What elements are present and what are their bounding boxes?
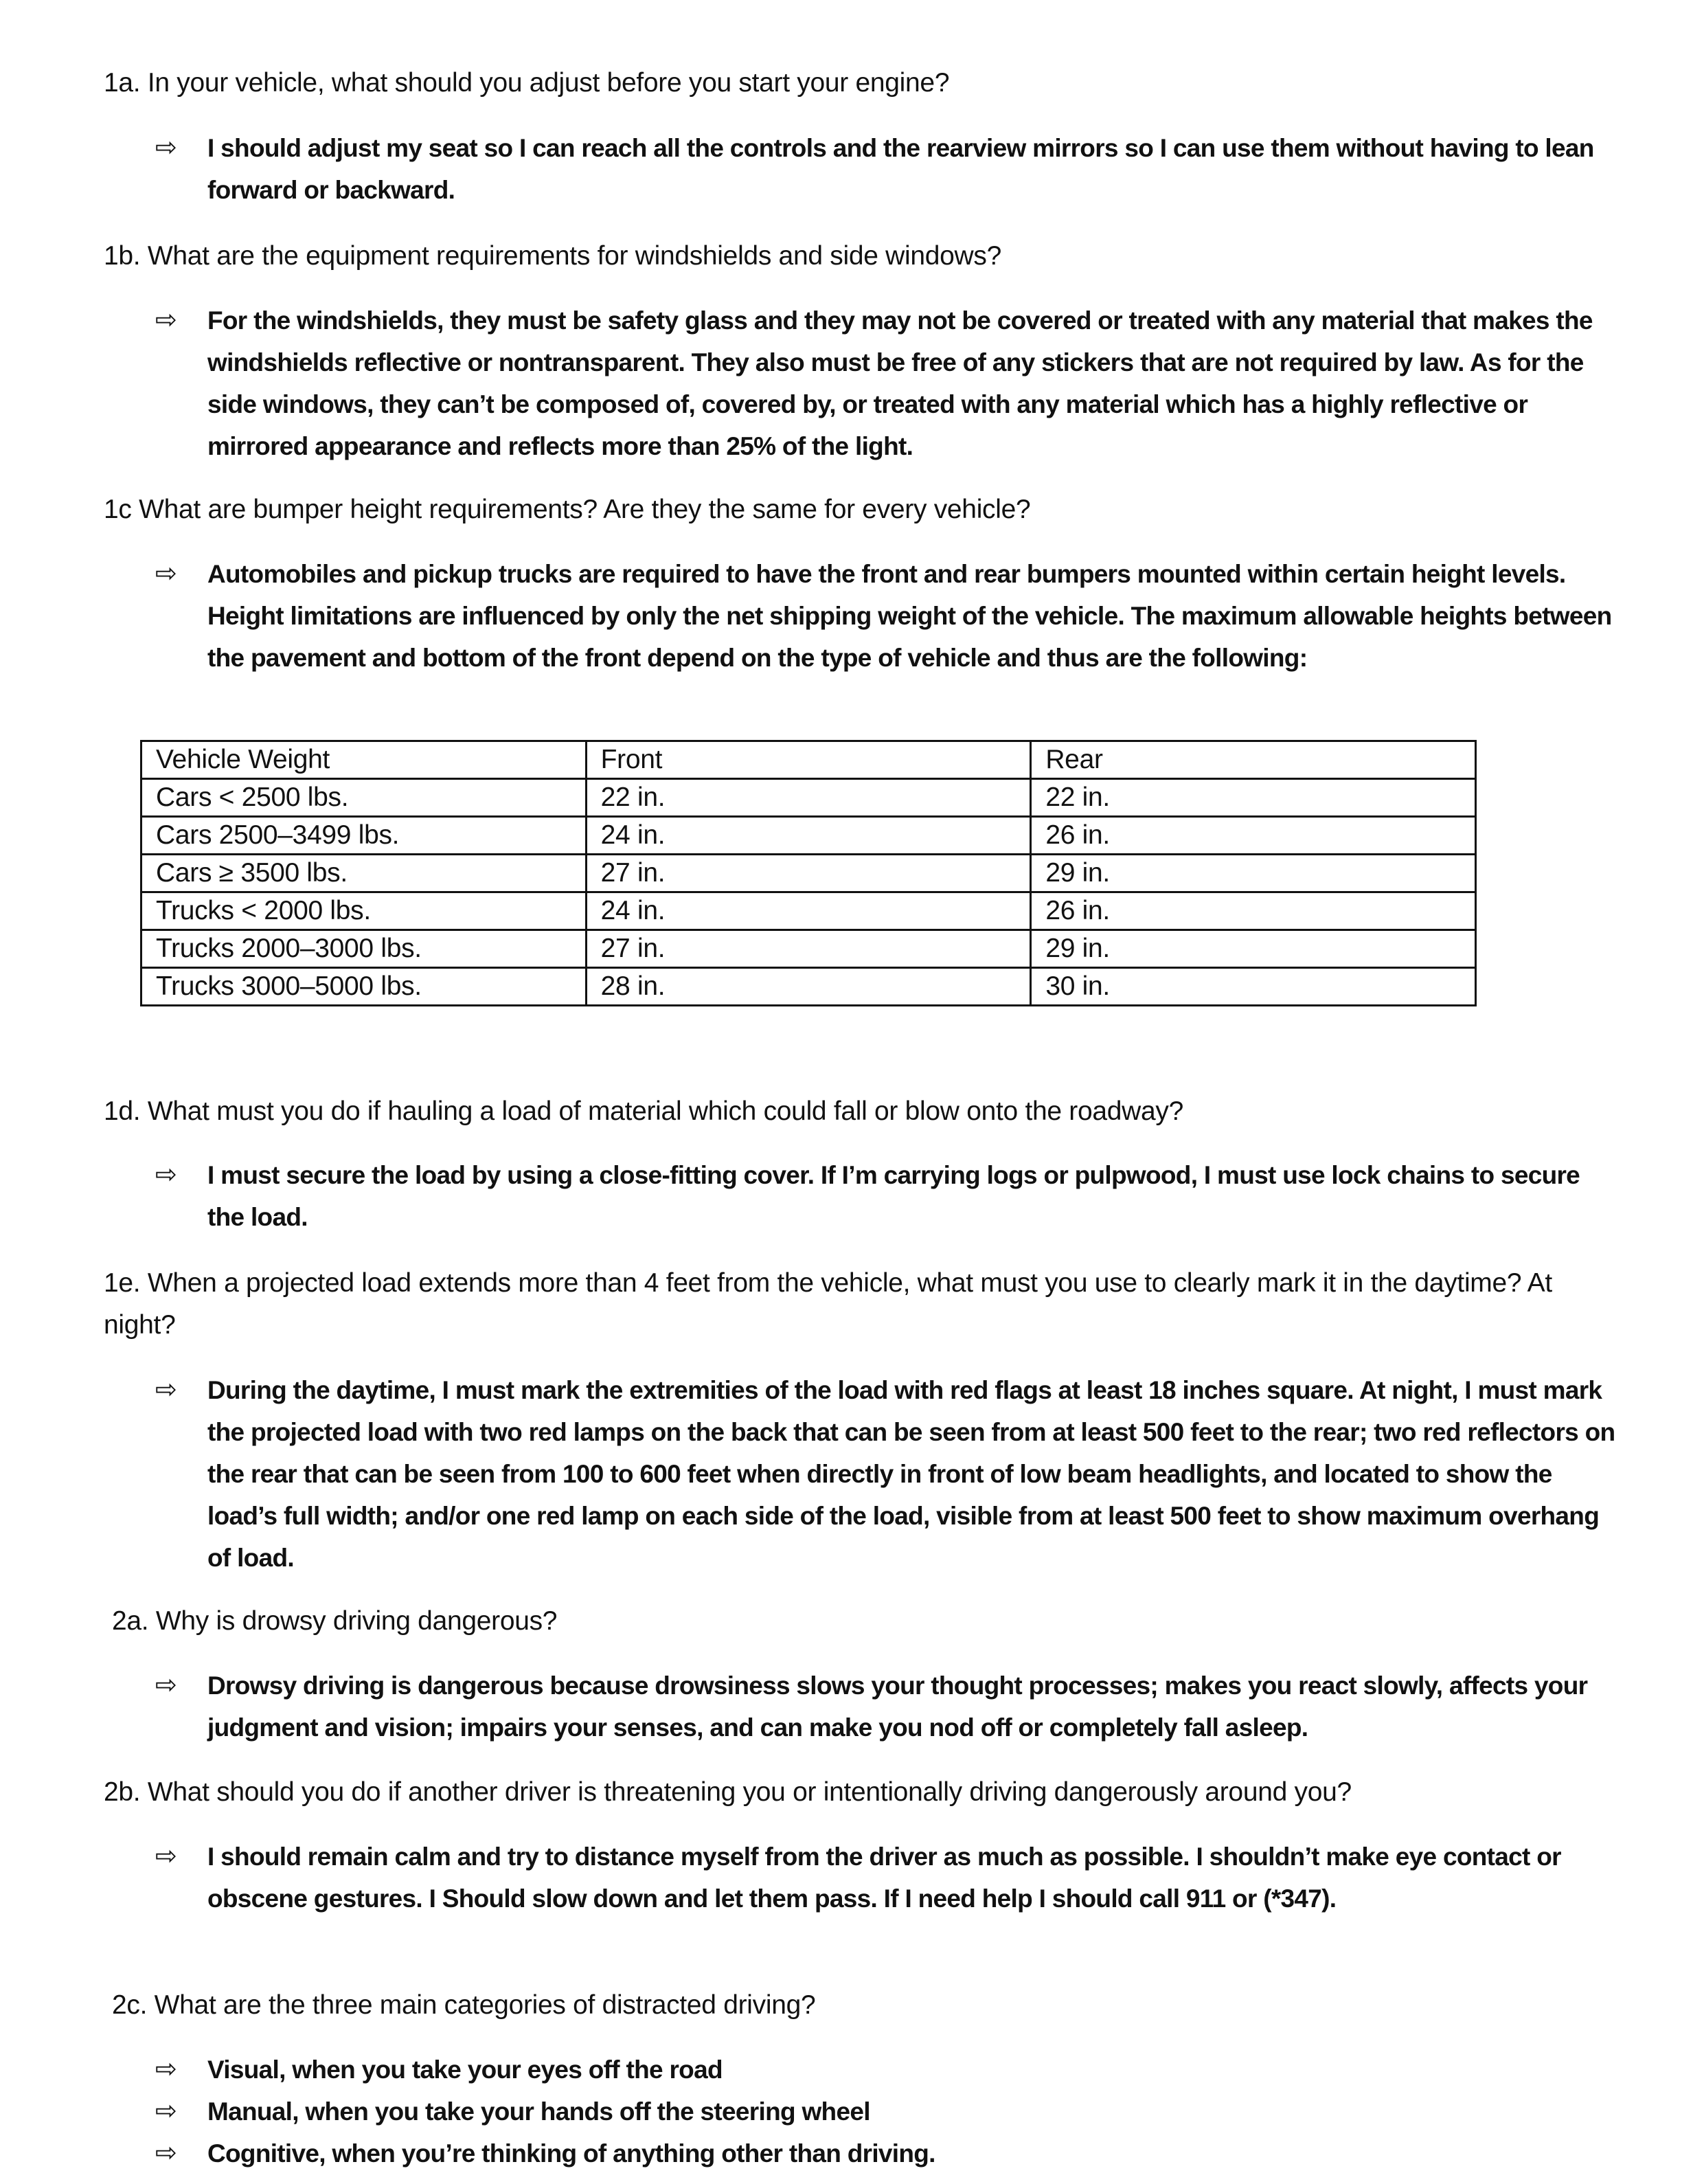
table-header-cell: Rear	[1031, 741, 1476, 779]
right-arrow-icon: ⇨	[155, 2055, 177, 2084]
table-row	[141, 779, 1476, 817]
right-arrow-icon: ⇨	[155, 133, 177, 162]
question-2a: 2a. Why is drowsy driving dangerous?	[112, 1606, 558, 1636]
table-cell: Cars ≥ 3500 lbs.	[141, 855, 587, 892]
right-arrow-icon: ⇨	[155, 1671, 177, 1700]
table-cell: 29 in.	[1031, 930, 1476, 968]
question-1b: 1b. What are the equipment requirements for windshields and side windows?	[104, 241, 1001, 271]
answer-item	[155, 1369, 1622, 1579]
answer-item	[155, 1836, 1622, 1920]
question-1e: 1e. When a projected load extends more than 4 feet from the vehicle, what must you use to clearly mark it in the daytime? At night?	[104, 1268, 1552, 1340]
table-cell: 22 in.	[1031, 779, 1476, 817]
table-cell: 28 in.	[586, 968, 1031, 1006]
answer-2b	[155, 1836, 1622, 1920]
answer-text: I should remain calm and try to distance myself from the driver as much as possible. I shouldn’t make eye contact or obscene gestures. I Should slow down and let them pass. If I need help I should call 911 or (*347).	[207, 1843, 1561, 1913]
table-cell: Cars < 2500 lbs.	[141, 779, 587, 817]
answer-text: Visual, when you take your eyes off the road	[207, 2056, 723, 2084]
right-arrow-icon: ⇨	[155, 1375, 177, 1404]
right-arrow-icon: ⇨	[155, 559, 177, 588]
answer-text: Manual, when you take your hands off the steering wheel	[207, 2097, 870, 2126]
answer-1c	[155, 553, 1622, 679]
table-cell: 24 in.	[586, 817, 1031, 855]
table-header-cell: Front	[586, 741, 1031, 779]
table-cell: Trucks < 2000 lbs.	[141, 892, 587, 930]
table-header-cell: Vehicle Weight	[141, 741, 587, 779]
table-cell: 26 in.	[1031, 817, 1476, 855]
table-cell: Trucks 2000–3000 lbs.	[141, 930, 587, 968]
answer-text: I should adjust my seat so I can reach all the controls and the rearview mirrors so I can use them without having to lean forward or backward.	[207, 134, 1594, 204]
table-row	[141, 968, 1476, 1006]
table-row	[141, 930, 1476, 968]
answer-1b	[155, 300, 1622, 467]
table-row	[141, 817, 1476, 855]
right-arrow-icon: ⇨	[155, 1160, 177, 1189]
answer-2a	[155, 1665, 1622, 1748]
right-arrow-icon: ⇨	[155, 2139, 177, 2168]
answer-text: Cognitive, when you’re thinking of anything other than driving.	[207, 2139, 935, 2168]
answer-text: During the daytime, I must mark the extremities of the load with red flags at least 18 inches square. At night, I must mark the projected load with two red lamps on the back that can be seen from at least 500 feet to the rear; two red reflectors on the rear that can be seen from 100 to 600 feet when directly in front of low beam headlights, and located to show the load’s full width; and/or one red lamp on each side of the load, visible from at least 500 feet to show maximum overhang of load.	[207, 1376, 1615, 1572]
answer-text: Automobiles and pickup trucks are required to have the front and rear bumpers mounted within certain height levels. Height limitations are influenced by only the net shipping weight of the vehicle. The maximum allowable heights between the pavement and bottom of the front depend on the type of vehicle and thus are the following:	[207, 560, 1612, 672]
answer-2c	[155, 2049, 1622, 2174]
right-arrow-icon: ⇨	[155, 1842, 177, 1871]
table-cell: Trucks 3000–5000 lbs.	[141, 968, 587, 1006]
answer-item	[155, 1154, 1622, 1238]
answer-item	[155, 2049, 1622, 2091]
answer-text: Drowsy driving is dangerous because drowsiness slows your thought processes; makes you react slowly, affects your judgment and vision; impairs your senses, and can make you nod off or completely fall asleep.	[207, 1671, 1588, 1742]
right-arrow-icon: ⇨	[155, 306, 177, 335]
question-1c: 1c What are bumper height requirements? Are they the same for every vehicle?	[104, 495, 1031, 524]
table-cell: 22 in.	[586, 779, 1031, 817]
answer-1e	[155, 1369, 1622, 1579]
table-cell: 29 in.	[1031, 855, 1476, 892]
table-cell: 26 in.	[1031, 892, 1476, 930]
answer-item	[155, 2132, 1622, 2174]
question-1d: 1d. What must you do if hauling a load of material which could fall or blow onto the roadway?	[104, 1096, 1183, 1126]
bumper-height-table	[140, 740, 1477, 1006]
table-cell: 24 in.	[586, 892, 1031, 930]
question-2b: 2b. What should you do if another driver is threatening you or intentionally driving dangerously around you?	[104, 1777, 1352, 1807]
right-arrow-icon: ⇨	[155, 2097, 177, 2126]
answer-item	[155, 1665, 1622, 1748]
table-cell: 27 in.	[586, 930, 1031, 968]
table-cell: Cars 2500–3499 lbs.	[141, 817, 587, 855]
answer-text: For the windshields, they must be safety glass and they may not be covered or treated with any material that makes the windshields reflective or nontransparent. They also must be free of any stickers that are not required by law. As for the side windows, they can’t be composed of, covered by, or treated with any material which has a highly reflective or mirrored appearance and reflects more than 25% of the light.	[207, 306, 1593, 460]
answer-item	[155, 127, 1622, 211]
answer-1a	[155, 127, 1622, 211]
table-header-row	[141, 741, 1476, 779]
table-row	[141, 892, 1476, 930]
table-row	[141, 855, 1476, 892]
answer-item	[155, 553, 1622, 679]
question-1a: 1a. In your vehicle, what should you adjust before you start your engine?	[104, 68, 950, 98]
answer-item	[155, 2091, 1622, 2132]
answer-1d	[155, 1154, 1622, 1238]
table-cell: 30 in.	[1031, 968, 1476, 1006]
table-cell: 27 in.	[586, 855, 1031, 892]
question-2c: 2c. What are the three main categories of distracted driving?	[112, 1990, 816, 2020]
answer-text: I must secure the load by using a close-fitting cover. If I’m carrying logs or pulpwood, I must use lock chains to secure the load.	[207, 1161, 1580, 1231]
answer-item	[155, 300, 1622, 467]
